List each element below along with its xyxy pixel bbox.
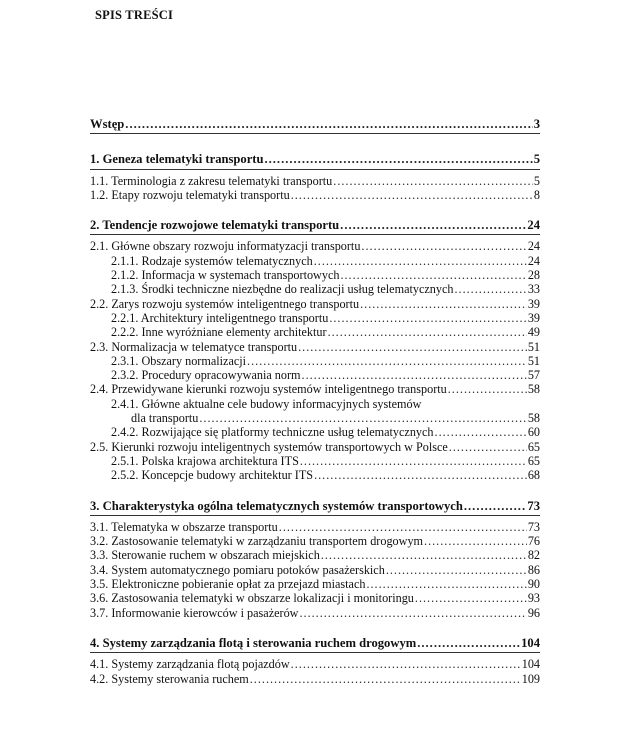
toc-label: 2.3.1. Obszary normalizacji [111, 353, 247, 368]
toc-entry[interactable] [90, 454, 540, 468]
toc-entry[interactable] [90, 534, 540, 548]
dot-leader [435, 425, 527, 439]
toc-page-number: 65 [527, 439, 540, 454]
divider [90, 169, 540, 170]
toc-label: 2.4.1. Główne aktualne cele budowy informacyjnych systemów [111, 396, 422, 411]
dot-leader [386, 563, 527, 577]
toc-entry[interactable] [90, 368, 540, 382]
dot-leader [361, 239, 526, 253]
toc-page-number: 39 [527, 296, 540, 311]
dot-leader [291, 188, 533, 202]
toc-page-number: 33 [527, 282, 540, 297]
toc-label: dla transportu [131, 411, 199, 426]
toc-entry[interactable] [90, 563, 540, 577]
dot-leader [199, 411, 526, 425]
toc-page-number: 104 [521, 635, 540, 650]
toc-label: 2.1.3. Środki techniczne niezbędne do realizacji usług telematycznych [111, 282, 454, 297]
dot-leader [449, 440, 527, 454]
toc-page-number: 109 [521, 671, 540, 686]
dot-leader [321, 548, 527, 562]
toc-entry[interactable] [90, 382, 540, 396]
toc-section-heading[interactable] [90, 636, 540, 650]
dot-leader [424, 534, 527, 548]
dot-leader [415, 591, 527, 605]
toc-page-number: 49 [527, 325, 540, 340]
dot-leader [291, 657, 521, 671]
toc-entry[interactable] [90, 268, 540, 282]
toc-entry[interactable] [90, 520, 540, 534]
dot-leader [298, 340, 527, 354]
dot-leader [329, 311, 527, 325]
toc-entry[interactable] [90, 282, 540, 296]
toc-label: 2.4.2. Rozwijające się platformy techniczne usług telematycznych [111, 425, 434, 440]
toc-entry[interactable] [90, 440, 540, 454]
toc-page-number: 5 [533, 152, 540, 167]
toc-entry[interactable] [90, 254, 540, 268]
toc-page-number: 39 [527, 310, 540, 325]
toc-entry[interactable] [90, 311, 540, 325]
toc-label: 3.4. System automatycznego pomiaru potoków pasażerskich [90, 562, 385, 577]
toc-page-number: 8 [533, 187, 540, 202]
toc-entry[interactable] [90, 239, 540, 253]
toc-label: 3.2. Zastosowanie telematyki w zarządzaniu transportem drogowym [90, 534, 424, 549]
dot-leader [302, 368, 527, 382]
divider [90, 133, 540, 134]
toc-label: 2.2.2. Inne wyróżniane elementy architektur [111, 325, 327, 340]
toc-label: 2.5.1. Polska krajowa architektura ITS [111, 453, 299, 468]
toc-entry[interactable] [90, 325, 540, 339]
toc-entry[interactable] [90, 672, 540, 686]
toc-label: 2.3. Normalizacja w telematyce transportu [90, 339, 298, 354]
toc-page-number: 3 [533, 117, 540, 131]
toc-label: 2.2.1. Architektury inteligentnego transportu [111, 310, 329, 325]
toc-page-number: 96 [527, 605, 540, 620]
toc-label: 2.3.2. Procedury opracowywania norm [111, 368, 301, 383]
toc-label: 3.6. Zastosowania telematyki w obszarze lokalizacji i monitoringu [90, 591, 414, 606]
toc-entry[interactable] [90, 397, 540, 411]
toc-label: 3.7. Informowanie kierowców i pasażerów [90, 605, 299, 620]
toc-entry[interactable] [90, 577, 540, 591]
toc-page-number: 104 [521, 657, 540, 672]
toc-intro[interactable] [90, 117, 540, 131]
divider [90, 652, 540, 653]
toc-label: 2.4. Przewidywane kierunki rozwoju systemów inteligentnego transportu [90, 382, 447, 397]
toc-page-number: 24 [527, 218, 540, 233]
toc-page-number: 24 [527, 239, 540, 254]
toc-page-number: 73 [527, 519, 540, 534]
dot-leader [360, 297, 527, 311]
toc-page-number: 5 [533, 173, 540, 188]
toc-section-heading[interactable] [90, 499, 540, 513]
toc-label: 4. Systemy zarządzania flotą i sterowania ruchem drogowym [90, 635, 417, 650]
toc-entry[interactable] [90, 354, 540, 368]
toc-page-number: 93 [527, 591, 540, 606]
divider [90, 234, 540, 235]
toc-page-number: 58 [527, 382, 540, 397]
divider [90, 515, 540, 516]
toc-label: 3.1. Telematyka w obszarze transportu [90, 519, 278, 534]
toc-entry[interactable] [90, 548, 540, 562]
dot-leader [340, 218, 526, 232]
dot-leader [448, 382, 527, 396]
toc-entry[interactable] [90, 297, 540, 311]
toc-page-number: 86 [527, 562, 540, 577]
toc-page-number: 28 [527, 268, 540, 283]
toc-label: 2.5. Kierunki rozwoju inteligentnych systemów transportowych w Polsce [90, 439, 448, 454]
toc-entry[interactable] [90, 591, 540, 605]
toc-label: 4.1. Systemy zarządzania flotą pojazdów [90, 657, 290, 672]
toc-entry[interactable] [90, 606, 540, 620]
dot-leader [417, 636, 520, 650]
dot-leader [340, 268, 526, 282]
toc-page-number: 51 [527, 339, 540, 354]
toc-entry[interactable] [90, 425, 540, 439]
toc-page-number: 82 [527, 548, 540, 563]
table-of-contents [90, 117, 540, 686]
toc-entry-continuation[interactable] [90, 411, 540, 425]
toc-label: 3.5. Elektroniczne pobieranie opłat za przejazd miastach [90, 577, 366, 592]
toc-page-number: 60 [527, 425, 540, 440]
toc-page-number: 73 [527, 498, 540, 513]
toc-page-number: 90 [527, 577, 540, 592]
dot-leader [250, 672, 521, 686]
dot-leader [333, 174, 533, 188]
dot-leader [247, 354, 527, 368]
toc-page-number: 65 [527, 453, 540, 468]
toc-page-number: 76 [527, 534, 540, 549]
toc-label: 3. Charakterystyka ogólna telematycznych systemów transportowych [90, 498, 463, 513]
dot-leader [279, 520, 527, 534]
dot-leader [300, 454, 527, 468]
toc-page-number: 51 [527, 353, 540, 368]
page-title: SPIS TREŚCI [95, 8, 174, 22]
toc-entry[interactable] [90, 340, 540, 354]
dot-leader [314, 254, 527, 268]
toc-entry[interactable] [90, 174, 540, 188]
toc-label: 2.1. Główne obszary rozwoju informatyzacji transportu [90, 239, 361, 254]
toc-page-number: 58 [527, 411, 540, 426]
toc-page-number: 57 [527, 368, 540, 383]
toc-entry[interactable] [90, 657, 540, 671]
dot-leader [366, 577, 526, 591]
dot-leader [464, 499, 527, 513]
toc-label: 4.2. Systemy sterowania ruchem [90, 671, 249, 686]
toc-label: 2.2. Zarys rozwoju systemów inteligentnego transportu [90, 296, 360, 311]
toc-entry[interactable] [90, 468, 540, 482]
dot-leader [314, 468, 527, 482]
toc-label: Wstęp [90, 117, 125, 131]
toc-section-heading[interactable] [90, 218, 540, 232]
dot-leader [125, 117, 532, 131]
toc-label: 3.3. Sterowanie ruchem w obszarach miejskich [90, 548, 320, 563]
toc-entry[interactable] [90, 188, 540, 202]
toc-page-number: 24 [527, 253, 540, 268]
toc-page-number: 68 [527, 468, 540, 483]
toc-label: 1. Geneza telematyki transportu [90, 152, 264, 167]
toc-label: 2.5.2. Koncepcje budowy architektur ITS [111, 468, 314, 483]
toc-label: 1.1. Terminologia z zakresu telematyki transportu [90, 173, 333, 188]
dot-leader [454, 282, 526, 296]
dot-leader [328, 325, 527, 339]
toc-label: 1.2. Etapy rozwoju telematyki transportu [90, 187, 290, 202]
toc-label: 2.1.2. Informacja w systemach transportowych [111, 268, 340, 283]
toc-section-heading[interactable] [90, 152, 540, 166]
dot-leader [264, 152, 532, 166]
toc-label: 2.1.1. Rodzaje systemów telematycznych [111, 253, 313, 268]
dot-leader [299, 606, 526, 620]
toc-label: 2. Tendencje rozwojowe telematyki transportu [90, 218, 340, 233]
